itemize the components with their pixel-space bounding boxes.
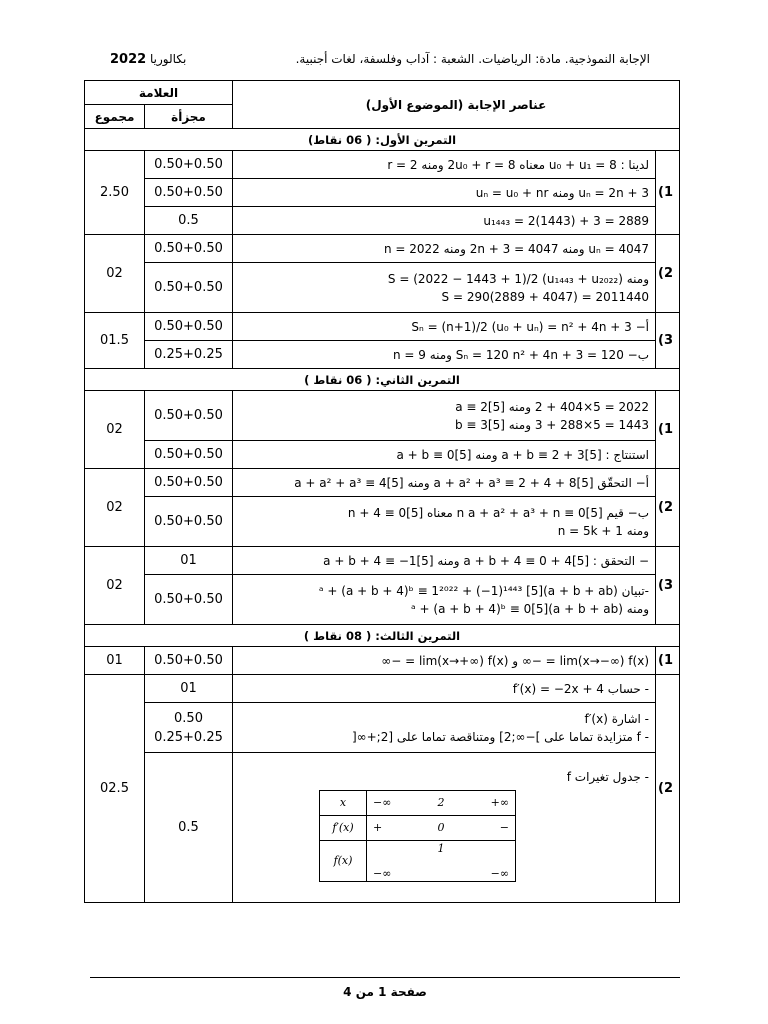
answer-content — [233, 263, 656, 313]
question-number: 3) — [656, 547, 680, 625]
bac-label: بكالوريا — [150, 52, 187, 66]
answer-content — [233, 575, 656, 625]
table-value: 1 — [437, 841, 445, 855]
partial-grade — [145, 547, 233, 575]
fprime-row — [320, 815, 516, 840]
answer-line: u₁₄₄₃ = 2(1443) + 3 = 2889 — [483, 213, 649, 228]
answer-line: 1443 = 5×288 + 3 ومنه b ≡ 3[5] — [454, 417, 649, 432]
question-number: 1) — [656, 391, 680, 469]
question-number: 2) — [656, 235, 680, 313]
grade-line: 0.5 — [178, 820, 199, 835]
answer-line: - f متزايدة تماما على ]−∞;2] ومتناقصة تماما على [2;+∞[ — [351, 729, 649, 744]
question-number: 1) — [656, 647, 680, 675]
answer-line: ومنه n = 5k + 1 — [557, 523, 649, 538]
answer-line: - جدول تغيرات f — [566, 769, 649, 784]
partial-grade — [145, 675, 233, 703]
partial-grade — [145, 341, 233, 369]
answer-line: S = 290(2889 + 4047) = 2011440 — [441, 289, 649, 304]
values-wrap — [373, 821, 509, 834]
answer-line: لدينا : u₀ + u₁ = 8 معناه 2u₀ + r = 8 ومنه r = 2 — [387, 157, 649, 172]
answer-line: استنتاج : a + b ≡ 2 + 3[5] ومنه a + b ≡ 0[5] — [396, 447, 649, 462]
answer-content — [233, 469, 656, 497]
question-number: 3) — [656, 313, 680, 369]
partial-grade — [145, 151, 233, 179]
grade-line: 0.50+0.50 — [154, 241, 223, 256]
question-number: 1) — [656, 151, 680, 235]
grade-header: العلامة — [85, 81, 233, 105]
footer-rule — [90, 977, 680, 978]
header-info: الإجابة النموذجية. مادة: الرياضيات. الشعبة : آداب وفلسفة، لغات أجنبية. — [295, 52, 650, 66]
answer-content — [233, 235, 656, 263]
answer-line: - حساب f′(x) = −2x + 4 — [512, 681, 649, 696]
grade-line: 0.50+0.50 — [154, 475, 223, 490]
total-grade: 02 — [85, 391, 145, 469]
table-value: 2 — [437, 796, 445, 809]
answer-content — [233, 313, 656, 341]
answer-content — [233, 179, 656, 207]
partial-grade — [145, 207, 233, 235]
total-header: مجموع — [85, 105, 145, 129]
grade-line: 0.50+0.50 — [154, 185, 223, 200]
answer-content — [233, 753, 656, 903]
table-value: − — [499, 821, 509, 834]
question-number: 2) — [656, 469, 680, 547]
partial-grade — [145, 703, 233, 753]
answer-line: أ− Sₙ = (n+1)/2 (u₀ + uₙ) = n² + 4n + 3 — [411, 319, 649, 334]
answer-content — [233, 547, 656, 575]
table-value: +∞ — [490, 796, 509, 809]
f-row — [320, 840, 516, 881]
answer-line: -تبيان (a + b + ab)ᵃ + (a + b + 4)ᵇ ≡ 1²⁰²² + (−1)¹⁴⁴³ [5] — [318, 583, 649, 598]
variation-table — [319, 790, 516, 882]
partial-grade — [145, 441, 233, 469]
row-label: f′(x) — [320, 815, 367, 840]
answer-line: uₙ = 4047 ومنه 2n + 3 = 4047 ومنه n = 2022 — [383, 241, 649, 256]
table-value: 0 — [437, 821, 445, 834]
answer-content — [233, 497, 656, 547]
partial-grade — [145, 469, 233, 497]
total-grade: 01 — [85, 647, 145, 675]
partial-grade — [145, 263, 233, 313]
row-values — [367, 790, 516, 815]
page-header — [110, 52, 650, 74]
values-wrap — [373, 842, 509, 880]
answer-line: − التحقق : a + b + 4 ≡ 0 + 4[5] ومنه a + b + 4 ≡ −1[5] — [323, 553, 649, 568]
answer-table — [84, 80, 680, 903]
values-wrap — [373, 796, 509, 809]
answer-content — [233, 391, 656, 441]
partial-grade — [145, 647, 233, 675]
partial-grade — [145, 313, 233, 341]
total-grade: 01.5 — [85, 313, 145, 369]
total-grade: 2.50 — [85, 151, 145, 235]
year: 2022 — [110, 52, 147, 67]
grade-line: 0.50+0.50 — [154, 447, 223, 462]
header-year-block — [110, 52, 186, 67]
grade-line: 0.25+0.25 — [154, 729, 223, 745]
total-grade: 02 — [85, 547, 145, 625]
row-values — [367, 840, 516, 881]
grade-line: 0.50+0.50 — [154, 319, 223, 334]
partial-grade — [145, 391, 233, 441]
answer-line: ومنه S = (2022 − 1443 + 1)/2 (u₁₄₄₃ + u₂₀₂₂) — [387, 271, 649, 286]
table-value: −∞ — [373, 866, 392, 880]
grade-line: 0.50+0.50 — [154, 653, 223, 668]
answer-content — [233, 675, 656, 703]
answer-line: ومنه (a + b + ab)ᵃ + (a + b + 4)ᵇ ≡ 0[5] — [411, 601, 649, 616]
grade-line: 0.50 — [174, 710, 203, 726]
table-value: −∞ — [490, 866, 509, 880]
grade-line: 01 — [180, 681, 197, 696]
answer-content — [233, 703, 656, 753]
exercise-title: التمرين الثاني: ( 06 نقاط ) — [85, 369, 680, 391]
partial-grade — [145, 235, 233, 263]
answer-line: uₙ = 2n + 3 ومنه uₙ = u₀ + nr — [475, 185, 649, 200]
partial-grade — [145, 575, 233, 625]
answer-line: - اشارة f′(x) — [584, 711, 649, 726]
grade-line: 01 — [180, 553, 197, 568]
grade-line: 0.50+0.50 — [154, 157, 223, 172]
answer-content — [233, 207, 656, 235]
x-row — [320, 790, 516, 815]
total-grade: 02 — [85, 469, 145, 547]
exercise-title: التمرين الثالث: ( 08 نقاط ) — [85, 625, 680, 647]
question-number: 2) — [656, 675, 680, 903]
row-label: f(x) — [320, 840, 367, 881]
grade-line: 0.50+0.50 — [154, 514, 223, 529]
elements-header: عناصر الإجابة (الموضوع الأول) — [233, 81, 680, 129]
partial-grade — [145, 753, 233, 903]
grade-line: 0.50+0.50 — [154, 592, 223, 607]
exercise-title: التمرين الأول: ( 06 نقاط) — [85, 129, 680, 151]
total-grade: 02.5 — [85, 675, 145, 903]
row-label: x — [320, 790, 367, 815]
page-footer: صفحة 1 من 4 — [343, 985, 427, 999]
answer-content — [233, 341, 656, 369]
table-value: −∞ — [373, 796, 392, 809]
answer-content — [233, 151, 656, 179]
answer-line: أ− التحقّق a + a² + a³ ≡ 2 + 4 + 8[5] ومنه a + a² + a³ ≡ 4[5] — [294, 475, 649, 490]
total-grade: 02 — [85, 235, 145, 313]
grade-line: 0.25+0.25 — [154, 347, 223, 362]
answer-line: ب− قيم n a + a² + a³ + n ≡ 0[5] معناه n + 4 ≡ 0[5] — [347, 505, 649, 520]
answer-content — [233, 647, 656, 675]
answer-line: 2022 = 5×404 + 2 ومنه a ≡ 2[5] — [455, 399, 649, 414]
table-value: + — [373, 821, 383, 834]
answer-line: ب− Sₙ = 120 n² + 4n + 3 = 120 ومنه n = 9 — [392, 347, 649, 362]
partial-grade — [145, 179, 233, 207]
partial-header: مجزأة — [145, 105, 233, 129]
partial-grade — [145, 497, 233, 547]
row-values — [367, 815, 516, 840]
grade-line: 0.50+0.50 — [154, 280, 223, 295]
answer-line: lim(x→−∞) f(x) = −∞ و lim(x→+∞) f(x) = −∞ — [381, 653, 649, 668]
answer-content — [233, 441, 656, 469]
grade-line: 0.50+0.50 — [154, 408, 223, 423]
grade-line: 0.5 — [178, 213, 199, 228]
